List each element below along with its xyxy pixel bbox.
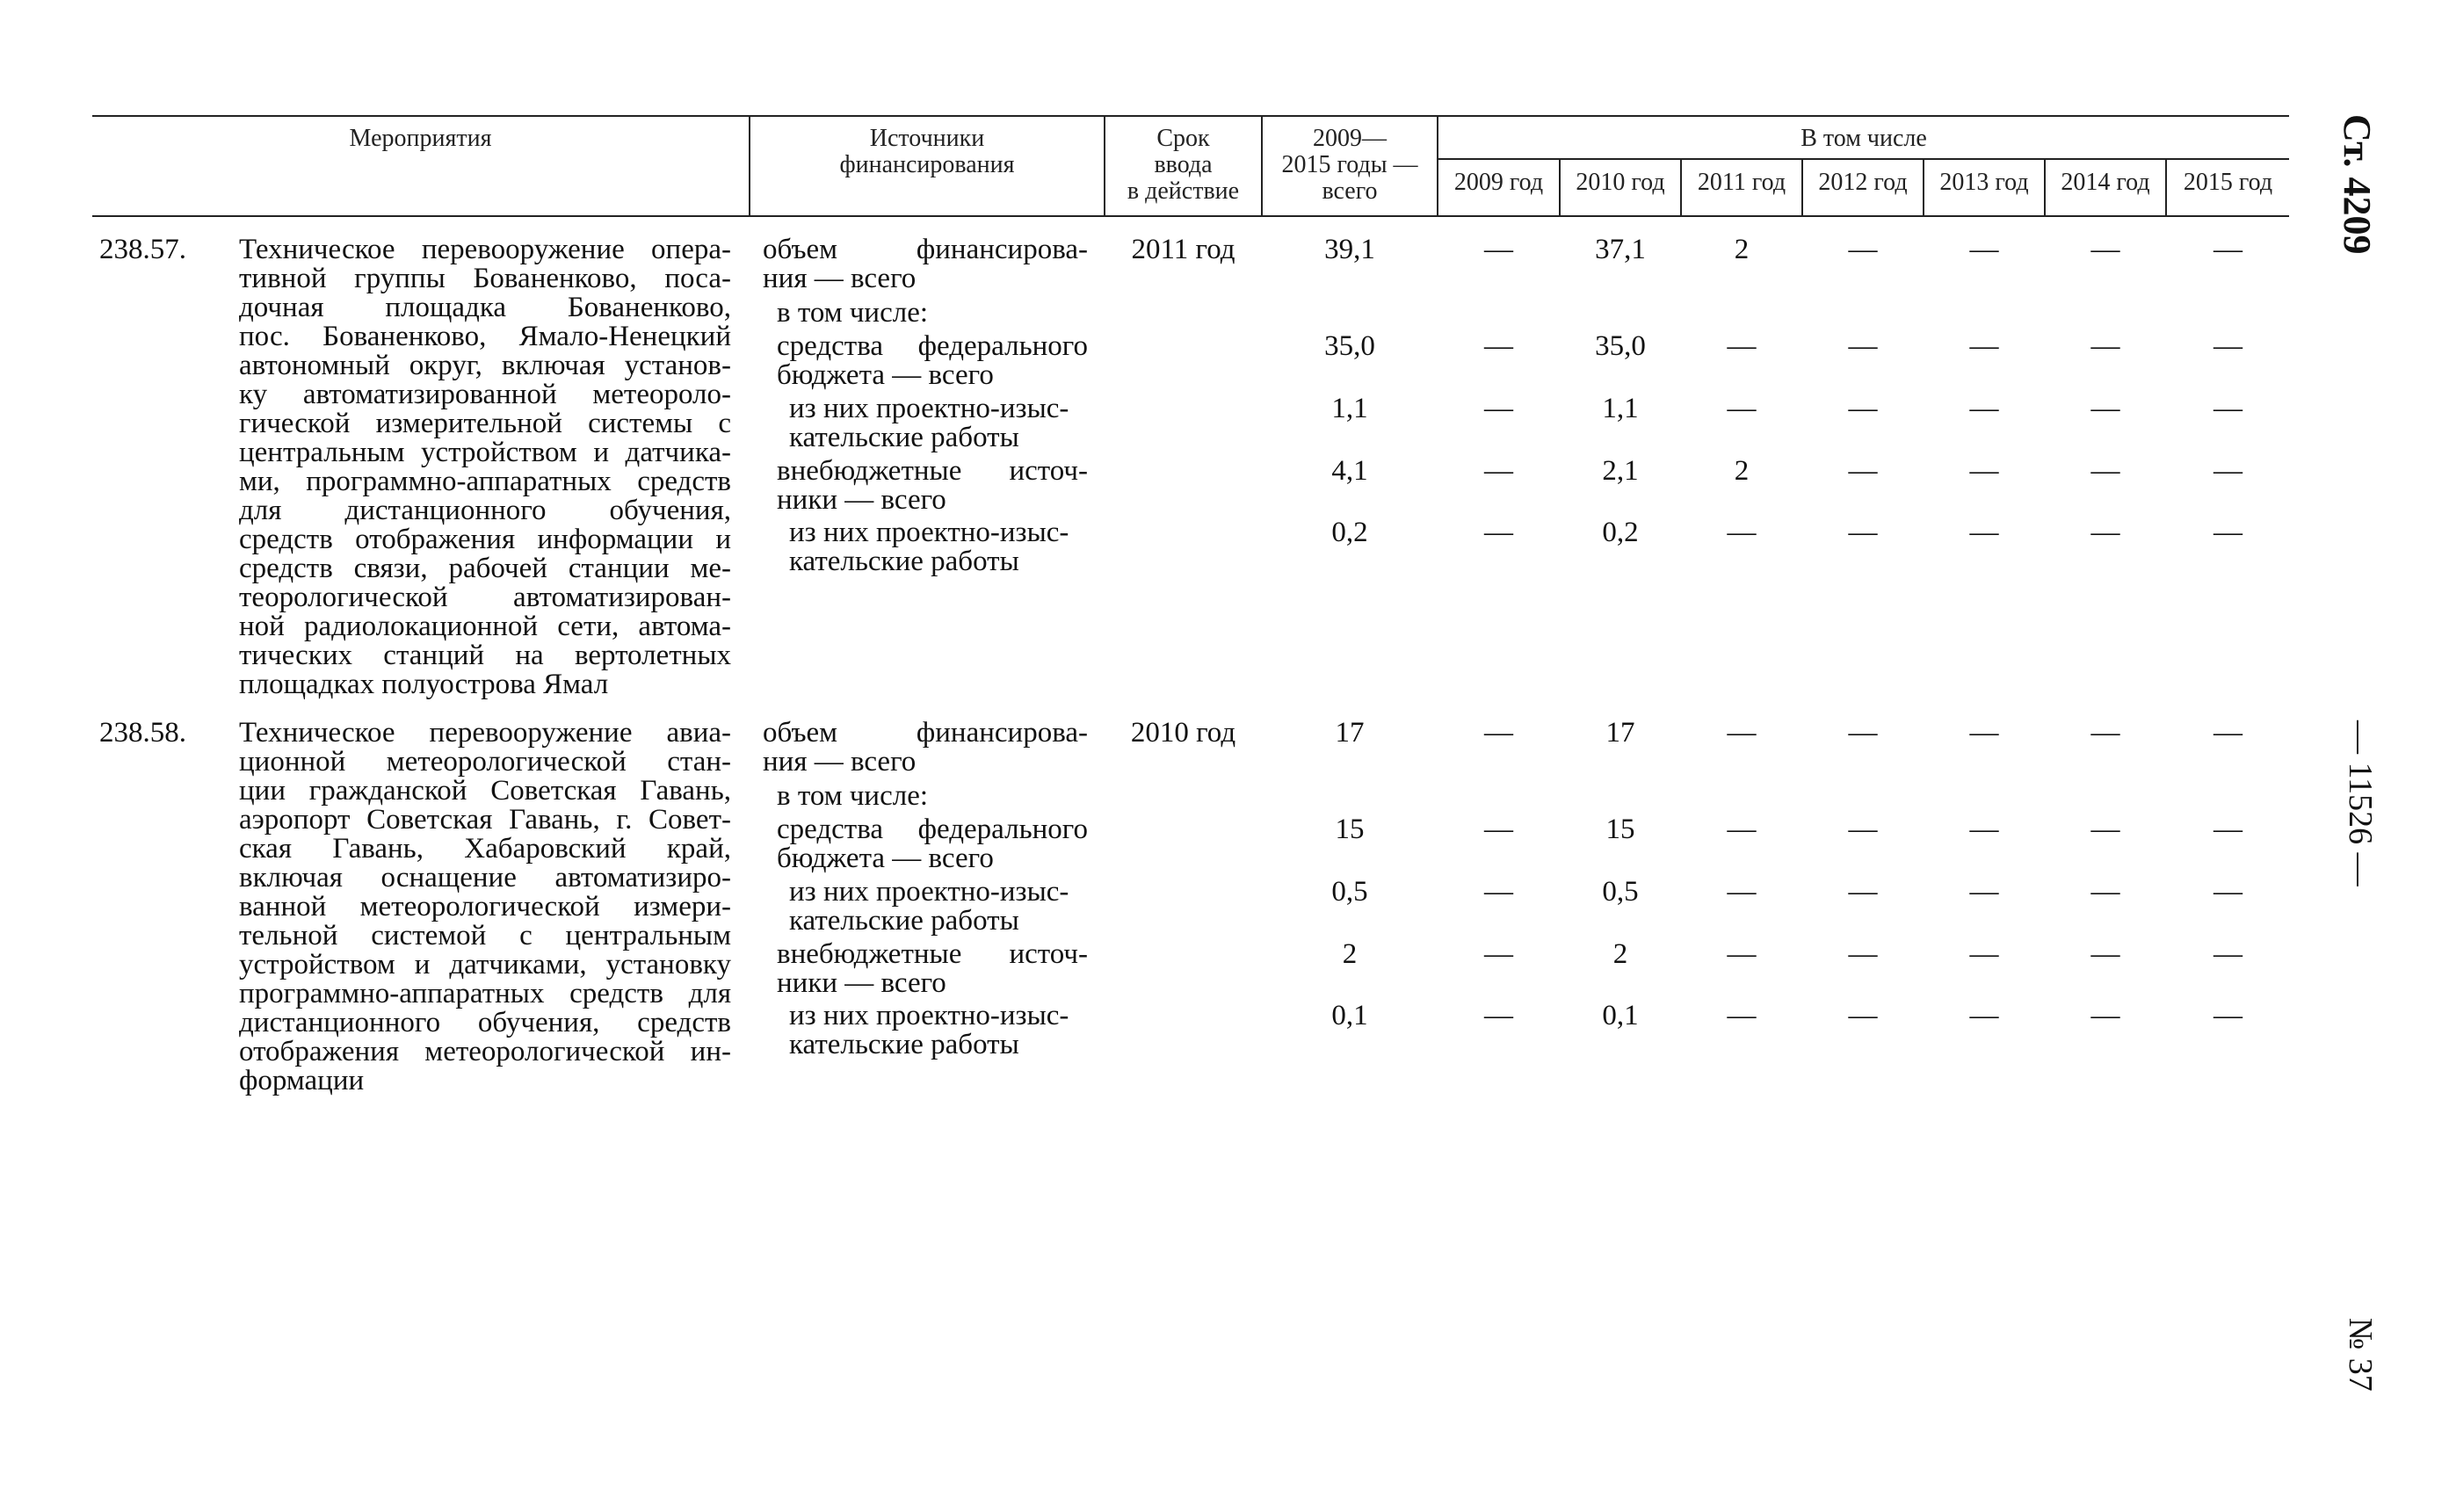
year-value: —	[1848, 455, 1878, 487]
header-year: 2010 год	[1576, 169, 1665, 196]
description-line: формации	[239, 1065, 365, 1096]
year-value: —	[2090, 717, 2120, 749]
description-line: средств отображения информации и	[239, 524, 731, 555]
description-line: ной радиолокационной сети, автома-	[239, 611, 731, 642]
year-value: —	[1484, 876, 1513, 908]
year-value: —	[1484, 393, 1513, 424]
row-number: 238.58.	[99, 717, 186, 749]
year-value: —	[1969, 234, 1999, 265]
year-value: —	[2214, 234, 2243, 265]
year-value: —	[2214, 1000, 2243, 1031]
source-label: в том числе:	[777, 780, 929, 812]
year-value: —	[2214, 455, 2243, 487]
years-subheader-rule	[1437, 158, 2289, 160]
description-line: ционной метеорологической стан-	[239, 746, 731, 778]
header-source: Источники финансирования	[839, 125, 1015, 178]
total-value: 0,1	[1331, 1000, 1368, 1031]
description-line: ская Гавань, Хабаровский край,	[239, 833, 731, 865]
header-term: Срок ввода в действие	[1127, 125, 1240, 205]
description-line: ванной метеорологической измери-	[239, 891, 731, 922]
total-value: 0,5	[1331, 876, 1368, 908]
total-value: 17	[1335, 717, 1365, 749]
year-value: —	[2214, 938, 2243, 970]
year-value: —	[1848, 938, 1878, 970]
description-line: аэропорт Советская Гавань, г. Совет-	[239, 804, 731, 836]
year-value: —	[1969, 876, 1999, 908]
year-value: —	[1727, 938, 1757, 970]
year-value: 2,1	[1602, 455, 1639, 487]
row-description	[239, 719, 731, 1096]
year-value: —	[1848, 876, 1878, 908]
source-label: объем финансирова- ния — всего	[763, 717, 1088, 778]
source-label: внебюджетные источ- ники — всего	[777, 455, 1088, 516]
year-value: —	[1969, 814, 1999, 845]
year-value: —	[2090, 330, 2120, 362]
year-value: —	[1969, 717, 1999, 749]
description-line: гической измерительной системы с	[239, 408, 731, 439]
year-value: 1,1	[1602, 393, 1639, 424]
year-value: —	[2090, 814, 2120, 845]
year-value: —	[2090, 938, 2120, 970]
year-value: —	[1484, 455, 1513, 487]
description-line: дочная площадка Бованенково,	[239, 292, 731, 323]
total-value: 35,0	[1324, 330, 1375, 362]
year-value: 35,0	[1595, 330, 1646, 362]
header-top-rule	[92, 115, 2289, 117]
year-value: —	[2214, 517, 2243, 548]
header-year: 2011 год	[1697, 169, 1786, 196]
description-line: устройством и датчиками, установку	[239, 949, 731, 980]
row-term: 2010 год	[1130, 717, 1236, 749]
total-value: 4,1	[1331, 455, 1368, 487]
year-value: —	[1484, 717, 1513, 749]
year-value: —	[2090, 393, 2120, 424]
year-value: —	[2214, 330, 2243, 362]
source-label: объем финансирова- ния — всего	[763, 234, 1088, 294]
year-value: —	[1969, 393, 1999, 424]
description-line: тивной группы Бованенково, поса-	[239, 263, 731, 294]
year-value: —	[1848, 1000, 1878, 1031]
year-value: —	[1727, 330, 1757, 362]
year-value: —	[1969, 1000, 1999, 1031]
description-line: тических станций на вертолетных	[239, 640, 731, 671]
description-line: дистанционного обучения, средств	[239, 1007, 731, 1038]
source-label: из них проектно-изыс- кательские работы	[789, 517, 1069, 577]
year-value: —	[1727, 814, 1757, 845]
year-value: —	[1848, 330, 1878, 362]
description-line: автономный округ, включая установ-	[239, 350, 731, 381]
year-value: 37,1	[1595, 234, 1646, 265]
year-value: —	[1848, 393, 1878, 424]
row-term: 2011 год	[1131, 234, 1235, 265]
header-bottom-rule	[92, 215, 2289, 217]
year-value: 17	[1605, 717, 1635, 749]
header-including: В том числе	[1801, 125, 1927, 152]
year-value: —	[1484, 938, 1513, 970]
year-value: 2	[1612, 938, 1628, 970]
year-value: —	[1848, 717, 1878, 749]
issue-number: № 37	[2342, 1318, 2379, 1392]
year-value: —	[1969, 938, 1999, 970]
year-value: —	[2214, 717, 2243, 749]
description-line: включая оснащение автоматизиро-	[239, 862, 731, 893]
year-value: —	[1969, 330, 1999, 362]
source-label: из них проектно-изыс- кательские работы	[789, 1000, 1069, 1060]
source-label: из них проектно-изыс- кательские работы	[789, 393, 1069, 453]
description-line: тельной системой с центральным	[239, 920, 731, 951]
description-line: ции гражданской Советская Гавань,	[239, 775, 731, 807]
description-line: пос. Бованенково, Ямало-Ненецкий	[239, 321, 731, 352]
source-label: из них проектно-изыс- кательские работы	[789, 876, 1069, 937]
description-line: Техническое перевооружение опера-	[239, 234, 731, 265]
year-value: 0,1	[1602, 1000, 1639, 1031]
year-value: —	[1727, 517, 1757, 548]
year-value: —	[1848, 234, 1878, 265]
header-year: 2015 год	[2183, 169, 2273, 196]
source-label: средства федерального бюджета — всего	[777, 330, 1088, 391]
year-value: —	[2214, 876, 2243, 908]
year-value: —	[2214, 393, 2243, 424]
page-reference: Ст. 4209	[2336, 114, 2379, 255]
total-value: 1,1	[1331, 393, 1368, 424]
year-value: —	[1727, 1000, 1757, 1031]
year-value: —	[1484, 330, 1513, 362]
total-value: 15	[1335, 814, 1365, 845]
header-total: 2009— 2015 годы — всего	[1281, 125, 1418, 205]
source-label: средства федерального бюджета — всего	[777, 814, 1088, 874]
description-line: для дистанционного обучения,	[239, 495, 731, 526]
header-year: 2009 год	[1453, 169, 1544, 196]
source-label: в том числе:	[777, 297, 929, 329]
page-number: — 11526 —	[2342, 720, 2379, 886]
year-value: —	[1969, 517, 1999, 548]
year-value: 15	[1605, 814, 1635, 845]
year-value: —	[2090, 876, 2120, 908]
description-line: теорологической автоматизирован-	[239, 582, 731, 613]
year-value: —	[1969, 455, 1999, 487]
header-activity: Мероприятия	[349, 125, 492, 152]
source-label: внебюджетные источ- ники — всего	[777, 938, 1088, 999]
year-value: —	[2214, 814, 2243, 845]
year-value: —	[1727, 717, 1757, 749]
year-value: —	[1727, 876, 1757, 908]
year-value: —	[1727, 393, 1757, 424]
description-line: Техническое перевооружение авиа-	[239, 717, 731, 749]
description-line: ку автоматизированной метеороло-	[239, 379, 731, 410]
header-year: 2014 год	[2061, 169, 2150, 196]
year-value: 2	[1734, 455, 1750, 487]
header-year: 2012 год	[1818, 169, 1908, 196]
year-value: —	[1484, 234, 1513, 265]
year-value: —	[1484, 517, 1513, 548]
description-line: площадках полуострова Ямал	[239, 669, 609, 700]
year-value: —	[2090, 517, 2120, 548]
year-value: 0,5	[1602, 876, 1639, 908]
description-line: программно-аппаратных средств для	[239, 978, 731, 1009]
total-value: 39,1	[1324, 234, 1375, 265]
year-value: 0,2	[1602, 517, 1639, 548]
total-value: 0,2	[1331, 517, 1368, 548]
row-description	[239, 235, 731, 699]
year-value: —	[2090, 1000, 2120, 1031]
year-value: —	[1848, 517, 1878, 548]
description-line: центральным устройством и датчика-	[239, 437, 731, 468]
year-value: —	[1848, 814, 1878, 845]
description-line: отображения метеорологической ин-	[239, 1036, 731, 1067]
year-value: 2	[1734, 234, 1750, 265]
year-value: —	[1484, 1000, 1513, 1031]
description-line: ми, программно-аппаратных средств	[239, 466, 731, 497]
row-number: 238.57.	[99, 234, 186, 265]
header-year: 2013 год	[1939, 169, 2029, 196]
year-value: —	[2090, 455, 2120, 487]
year-value: —	[1484, 814, 1513, 845]
description-line: средств связи, рабочей станции ме-	[239, 553, 731, 584]
year-value: —	[2090, 234, 2120, 265]
total-value: 2	[1342, 938, 1358, 970]
